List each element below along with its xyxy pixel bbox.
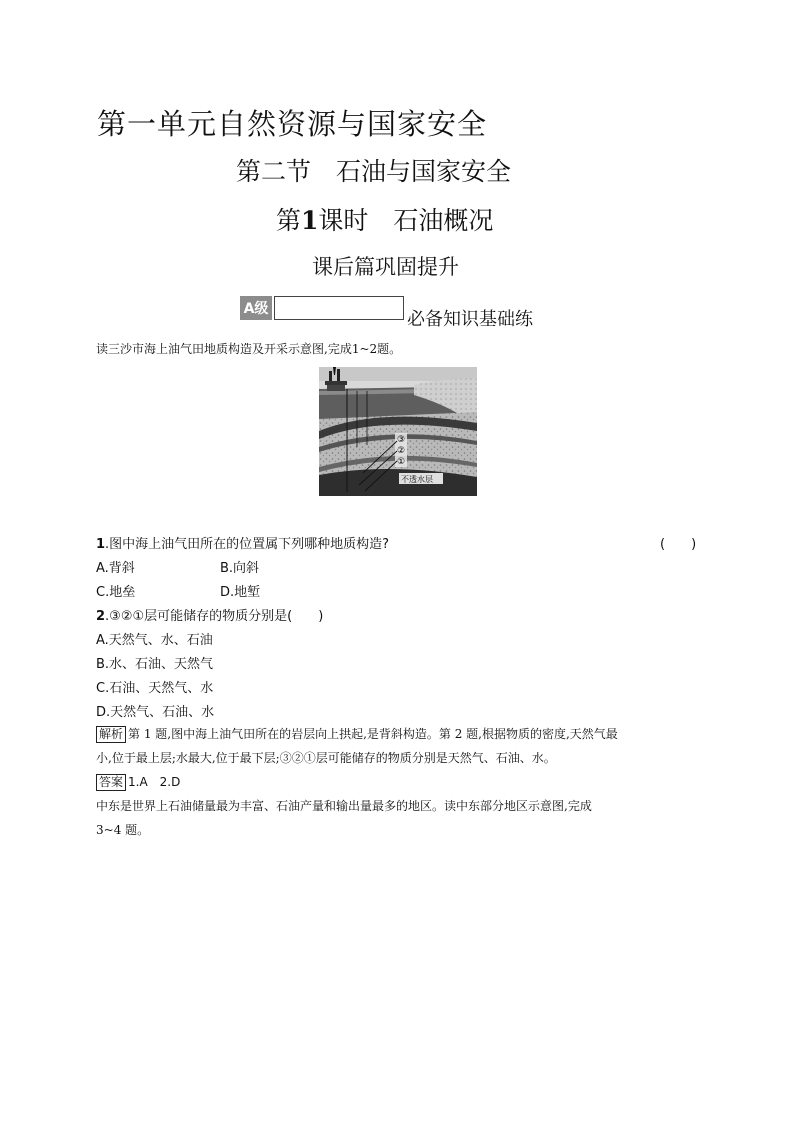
answer-tag: 答案 (96, 774, 126, 791)
question-1-number: 1 (96, 537, 106, 552)
figure-layer-label: 不透水层 (401, 475, 433, 484)
analysis-tag: 解析 (96, 726, 126, 743)
question-1-text: .图中海上油气田所在的位置属下列哪种地质构造? (105, 537, 390, 552)
sub-title: 课后篇巩固提升 (312, 255, 459, 279)
analysis-line-2: 小,位于最上层;水最大,位于最下层;③②①层可能储存的物质分别是天然气、石油、水。 (96, 751, 556, 765)
option-2c: C.石油、天然气、水 (96, 681, 214, 696)
figure-label-3: ③ (396, 435, 406, 445)
oil-field-figure (319, 367, 477, 496)
lesson-rest: 课时 石油概况 (318, 206, 494, 235)
unit-title: 第一单元自然资源与国家安全 (97, 107, 488, 141)
option-2b: B.水、石油、天然气 (96, 657, 214, 672)
question-2 (96, 605, 323, 624)
level-row (240, 295, 533, 330)
next-intro-line-2: 3~4 题。 (96, 823, 150, 837)
lesson-title (276, 201, 493, 237)
option-1c: C.地垒 (96, 585, 136, 600)
level-badge: A级 (240, 296, 272, 320)
option-2a: A.天然气、水、石油 (96, 633, 213, 648)
question-1 (96, 533, 389, 552)
question-2-number: 2 (96, 609, 106, 624)
question-2-text: .③②①层可能储存的物质分别是( ) (105, 609, 324, 624)
next-intro-line-1: 中东是世界上石油储量最为丰富、石油产量和输出量最多的地区。读中东部分地区示意图,完成 (96, 799, 592, 813)
option-1b: B.向斜 (220, 561, 260, 576)
section-title: 第二节 石油与国家安全 (236, 157, 512, 186)
analysis-text-1: 第 1 题,图中海上油气田所在的岩层向上拱起,是背斜构造。第 2 题,根据物质的密度,天然气最 (128, 727, 618, 741)
figure-label-2: ② (396, 446, 406, 456)
lesson-number: 1 (301, 206, 319, 235)
level-box (274, 296, 404, 320)
answer-text: 1.A 2.D (128, 775, 181, 789)
question-1-paren: ( ) (660, 537, 697, 552)
option-2d: D.天然气、石油、水 (96, 705, 215, 720)
intro-text: 读三沙市海上油气田地质构造及开采示意图,完成1~2题。 (96, 342, 402, 356)
level-label: 必备知识基础练 (407, 309, 533, 330)
lesson-prefix: 第 (276, 206, 302, 235)
option-1a: A.背斜 (96, 561, 135, 576)
figure-label-1: ① (396, 457, 406, 467)
option-1d: D.地堑 (220, 585, 261, 600)
analysis-line-1 (96, 725, 618, 743)
answer-line (96, 773, 180, 791)
